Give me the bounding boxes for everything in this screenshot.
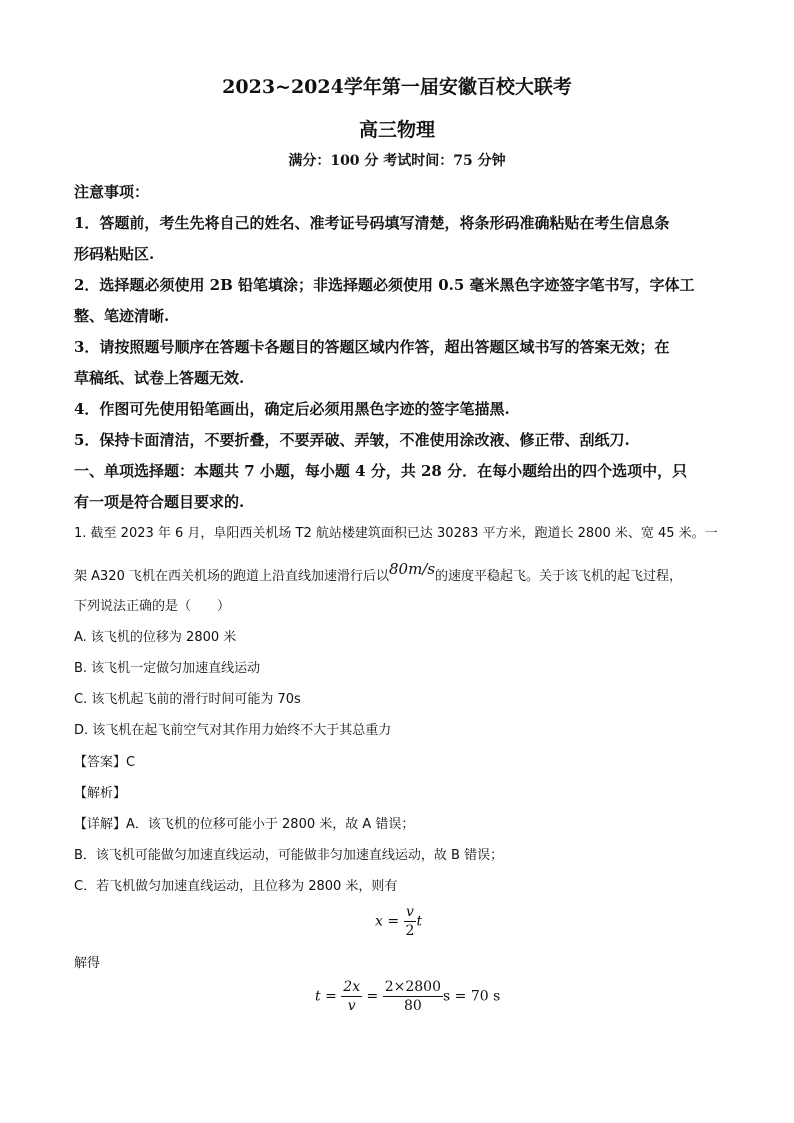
formula-unit: s — [443, 988, 451, 1005]
notice-line: 4．作图可先使用铅笔画出，确定后必须用黑色字迹的签字笔描黑. — [74, 400, 510, 418]
fraction-denominator: v — [341, 996, 362, 1015]
option-a: A. 该飞机的位移为 2800 米 — [74, 630, 237, 645]
formula-fraction — [404, 903, 417, 940]
answer-label: 【答案】C — [74, 755, 136, 770]
formula-displacement — [375, 903, 422, 940]
notice-line: 形码粘贴区. — [74, 245, 155, 263]
formula-equals: = — [387, 913, 400, 930]
formula-equals: = — [366, 988, 379, 1005]
formula-fraction — [341, 978, 362, 1015]
formula-symbol: t — [315, 988, 321, 1005]
formula-time — [315, 978, 500, 1015]
detail-line: 【详解】A．该飞机的位移可能小于 2800 米，故 A 错误； — [74, 817, 415, 832]
analysis-label: 【解析】 — [74, 786, 127, 801]
question-stem-part: 架 A320 飞机在西关机场的跑道上沿直线加速滑行后以 — [74, 569, 389, 584]
notice-line: 草稿纸、试卷上答题无效. — [74, 369, 245, 387]
detail-line: C．若飞机做匀加速直线运动，且位移为 2800 米，则有 — [74, 879, 398, 894]
formula-result: 70 s — [470, 988, 501, 1005]
formula-fraction — [383, 978, 443, 1015]
option-c: C. 该飞机起飞前的滑行时间可能为 70s — [74, 692, 301, 707]
detail-line: B．该飞机可能做匀加速直线运动，可能做非匀加速直线运动，故 B 错误； — [74, 848, 504, 863]
fraction-numerator: v — [406, 904, 414, 920]
formula-symbol: t — [416, 913, 423, 930]
notice-heading: 注意事项： — [74, 183, 150, 201]
score-time-line: 满分：100 分 考试时间：75 分钟 — [288, 153, 506, 169]
fraction-numerator: 2x — [343, 979, 361, 995]
fraction-denominator: 2 — [405, 923, 415, 939]
section-heading-cont: 有一项是符合题目要求的. — [74, 493, 245, 511]
formula-symbol: x — [375, 913, 383, 930]
question-stem-part: 的速度平稳起飞。关于该飞机的起飞过程， — [435, 569, 683, 584]
question-stem-line2 — [74, 560, 729, 592]
solve-label: 解得 — [74, 956, 101, 971]
option-d: D. 该飞机在起飞前空气对其作用力始终不大于其总重力 — [74, 723, 392, 738]
notice-line: 1．答题前，考生先将自己的姓名、准考证号码填写清楚，将条形码准确粘贴在考生信息条 — [74, 214, 670, 232]
formula-equals: = — [454, 988, 467, 1005]
question-stem: 下列说法正确的是（ ） — [74, 599, 231, 614]
section-heading: 一、单项选择题：本题共 7 小题，每小题 4 分，共 28 分．在每小题给出的四个选项中，只 — [74, 462, 688, 480]
notice-line: 5．保持卡面清洁，不要折叠，不要弄破、弄皱，不准使用涂改液、修正带、刮纸刀. — [74, 431, 630, 449]
subject-title: 高三物理 — [358, 119, 435, 141]
notice-line: 3．请按照题号顺序在答题卡各题目的答题区域内作答，超出答题区域书写的答案无效；在 — [74, 338, 670, 356]
fraction-numerator: 2×2800 — [384, 979, 442, 995]
option-b: B. 该飞机一定做匀加速直线运动 — [74, 661, 261, 676]
formula-equals: = — [325, 988, 337, 1005]
question-stem: 1. 截至 2023 年 6 月，阜阳西关机场 T2 航站楼建筑面积已达 30283 平方米，跑道长 2800 米、宽 45 米。一 — [74, 526, 718, 541]
fraction-denominator: 80 — [383, 996, 443, 1015]
notice-line: 2．选择题必须使用 2B 铅笔填涂；非选择题必须使用 0.5 毫米黑色字迹签字笔书写，字体工 — [74, 276, 695, 294]
exam-title: 2023~2024学年第一届安徽百校大联考 — [222, 76, 572, 98]
speed-value: 80m/s — [388, 560, 436, 578]
notice-line: 整、笔迹清晰. — [74, 307, 170, 325]
